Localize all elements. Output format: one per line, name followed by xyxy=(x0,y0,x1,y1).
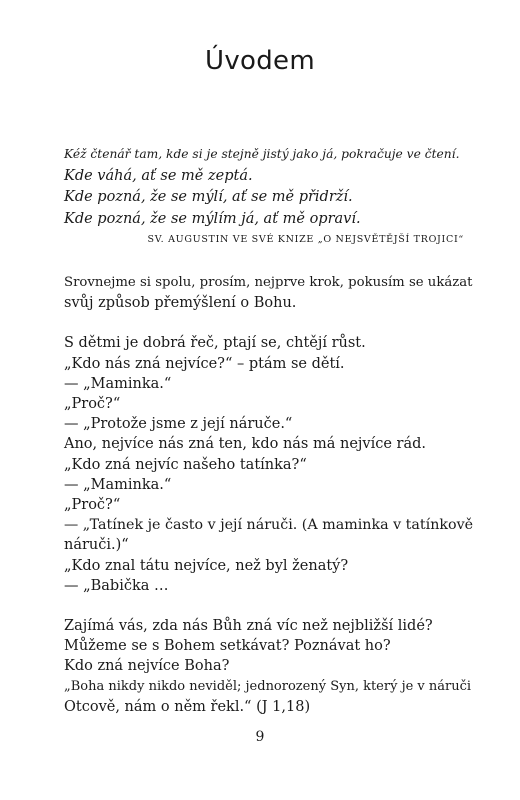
epigraph-line: Kde pozná, že se mýlí, ať se mě přidrží. xyxy=(64,189,353,205)
text-line: — „Maminka.“ xyxy=(64,476,172,493)
text-line: „Kdo znal tátu nejvíce, než byl ženatý? xyxy=(64,557,349,574)
paragraph xyxy=(64,273,474,313)
text-line: Srovnejme si spolu, prosím, nejprve krok, pokusím se ukázat xyxy=(64,275,473,290)
paragraph xyxy=(64,333,474,596)
text-line: Můžeme se s Bohem setkávat? Poznávat ho? xyxy=(64,638,391,655)
text-line: svůj způsob přemýšlení o Bohu. xyxy=(64,295,297,312)
text-line: „Boha nikdy nikdo neviděl; jednorozený Syn, který je v náruči xyxy=(64,678,472,694)
epigraph-line: Kéž čtenář tam, kde si je stejně jistý jako já, pokračuje ve čtení. xyxy=(64,147,460,161)
body-text xyxy=(64,273,474,737)
text-line: „Proč?“ xyxy=(64,396,121,413)
text-line: Otcově, nám o něm řekl.“ (J 1,18) xyxy=(64,698,311,715)
text-line: — „Maminka.“ xyxy=(64,375,172,392)
text-line: Ano, nejvíce nás zná ten, kdo nás má nejvíce rád. xyxy=(64,436,427,453)
text-line: Zajímá vás, zda nás Bůh zná víc než nejbližší lidé? xyxy=(64,618,433,635)
text-line: — „Tatínek je často v její náruči. (A maminka v tatínkově xyxy=(64,517,474,534)
text-line: náruči.)“ xyxy=(64,537,129,554)
text-line: — „Protože jsme z její náruče.“ xyxy=(64,416,293,433)
epigraph-line: Kde váhá, ať se mě zeptá. xyxy=(64,167,253,184)
paragraph xyxy=(64,616,474,717)
text-line: „Kdo nás zná nejvíce?“ – ptám se dětí. xyxy=(64,355,345,372)
epigraph-line: Kde pozná, že se mýlím já, ať mě opraví. xyxy=(64,210,361,227)
text-line: „Proč?“ xyxy=(64,497,121,514)
text-line: Kdo zná nejvíce Boha? xyxy=(64,658,230,675)
text-line: „Kdo zná nejvíc našeho tatínka?“ xyxy=(64,456,307,473)
text-line: S dětmi je dobrá řeč, ptají se, chtějí růst. xyxy=(64,335,366,352)
epigraph-source: SV. AUGUSTIN VE SVÉ KNIZE „O NEJSVĚTĚJŠÍ TROJICI“ xyxy=(147,234,464,245)
text-line: — „Babička … xyxy=(64,577,169,594)
chapter-title: Úvodem xyxy=(205,46,315,76)
epigraph xyxy=(64,144,464,247)
page-number: 9 xyxy=(255,729,265,745)
